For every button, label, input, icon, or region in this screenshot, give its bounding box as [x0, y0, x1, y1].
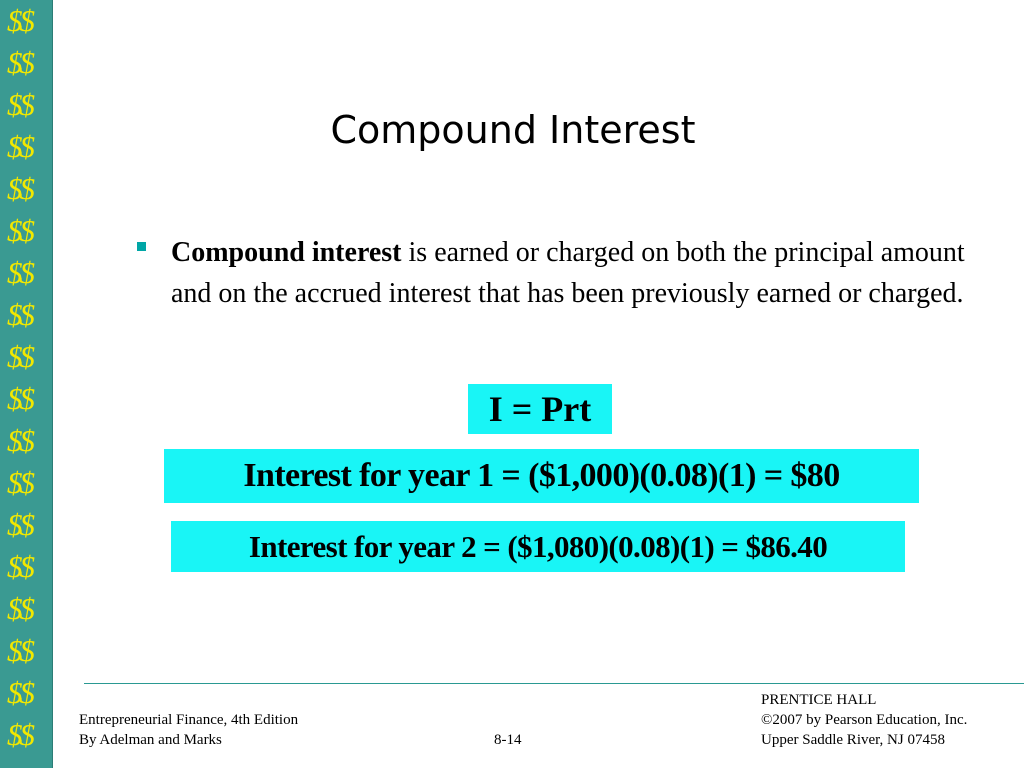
dollar-sign-icon: $$ [7, 465, 32, 500]
dollar-sign-icon: $$ [7, 45, 32, 80]
footer-book-info [79, 710, 298, 750]
interest-year-1-formula: Interest for year 1 = ($1,000)(0.08)(1) = $80 [164, 449, 919, 503]
dollar-sign-icon: $$ [7, 213, 32, 248]
simple-interest-formula: I = Prt [468, 384, 612, 434]
dollar-sign-icon: $$ [7, 129, 32, 164]
footer-page-number: 8-14 [494, 732, 522, 748]
dollar-sign-icon: $$ [7, 591, 32, 626]
slide-title: Compound Interest [330, 108, 696, 152]
footer-divider [84, 683, 1024, 684]
bullet-item [137, 232, 977, 314]
footer-publisher: PRENTICE HALL [761, 692, 877, 708]
dollar-sign-icon: $$ [7, 633, 32, 668]
bullet-text [171, 232, 977, 314]
square-bullet-icon [137, 242, 146, 251]
footer-book-title: Entrepreneurial Finance, 4th Edition [79, 712, 299, 728]
footer-publisher-info [761, 690, 967, 750]
footer-address: Upper Saddle River, NJ 07458 [761, 732, 945, 748]
bullet-definition: is earned or charged on both the principal amount and on the accrued interest that has been previously earned or charged. [171, 237, 965, 309]
footer-authors: By Adelman and Marks [79, 732, 222, 748]
dollar-sign-icon: $$ [7, 255, 32, 290]
dollar-sign-icon: $$ [7, 87, 32, 122]
bullet-term: Compound interest [171, 237, 402, 268]
dollar-sign-icon: $$ [7, 549, 32, 584]
dollar-sign-icon: $$ [7, 423, 32, 458]
dollar-sign-icon: $$ [7, 717, 32, 752]
dollar-sign-icon: $$ [7, 171, 32, 206]
dollar-sign-icon: $$ [7, 339, 32, 374]
dollar-sign-icon: $$ [7, 675, 32, 710]
dollar-sign-icon: $$ [7, 507, 32, 542]
interest-year-2-formula: Interest for year 2 = ($1,080)(0.08)(1) = $86.40 [171, 521, 905, 572]
dollar-sign-icon: $$ [7, 297, 32, 332]
footer-copyright: ©2007 by Pearson Education, Inc. [761, 712, 968, 728]
dollar-sign-icon: $$ [7, 381, 32, 416]
dollar-sign-icon: $$ [7, 3, 32, 38]
